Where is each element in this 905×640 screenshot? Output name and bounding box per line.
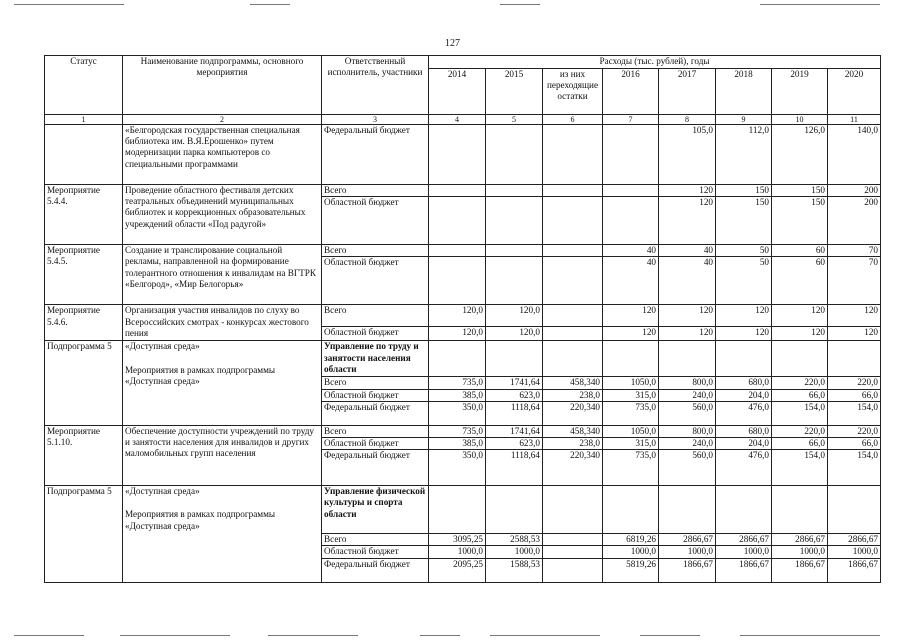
value-cell: 120: [828, 327, 881, 341]
source-cell: Областной бюджет: [322, 257, 429, 305]
value-cell: 40: [659, 257, 716, 305]
value-cell: 2095,25: [429, 558, 486, 582]
source-cell: Всего: [322, 305, 429, 327]
value-cell: 6819,26: [603, 534, 659, 546]
status-cell: Мероприятие 5.4.6.: [45, 305, 123, 341]
value-cell: 120: [659, 185, 716, 197]
value-cell: 1741,64: [486, 377, 543, 389]
value-cell: 800,0: [659, 377, 716, 389]
value-cell: 1000,0: [659, 546, 716, 558]
status-cell: Мероприятие 5.4.5.: [45, 245, 123, 305]
value-cell: 112,0: [716, 125, 772, 185]
source-cell: Федеральный бюджет: [322, 125, 429, 185]
value-cell: 66,0: [772, 389, 828, 401]
value-cell: 70: [828, 257, 881, 305]
value-cell: 680,0: [716, 377, 772, 389]
value-cell: 154,0: [828, 450, 881, 486]
scan-edge-line: [740, 635, 880, 636]
value-cell: 1000,0: [486, 546, 543, 558]
table-row: [45, 245, 881, 257]
col-number: 8: [659, 115, 716, 125]
value-cell: 204,0: [716, 438, 772, 450]
value-cell: 40: [603, 257, 659, 305]
source-cell: Всего: [322, 245, 429, 257]
value-cell: 220,0: [828, 425, 881, 437]
value-cell: 240,0: [659, 389, 716, 401]
source-cell: Всего: [322, 185, 429, 197]
value-cell: 735,0: [603, 401, 659, 425]
value-cell: 3095,25: [429, 534, 486, 546]
value-cell: 1588,53: [486, 558, 543, 582]
scan-edge-line: [268, 635, 358, 636]
value-cell: 220,340: [543, 401, 603, 425]
value-cell: 1000,0: [716, 546, 772, 558]
value-cell: 315,0: [603, 438, 659, 450]
header-year: 2016: [603, 69, 659, 115]
name-cell: [123, 341, 322, 425]
value-cell: 120: [828, 305, 881, 327]
value-cell: 1866,67: [828, 558, 881, 582]
scan-edge-line: [760, 4, 880, 5]
header-status: Статус: [45, 56, 123, 115]
source-cell: Всего: [322, 534, 429, 546]
value-cell: 315,0: [603, 389, 659, 401]
page-number: 127: [445, 38, 460, 49]
status-cell: Мероприятие 5.4.4.: [45, 185, 123, 245]
value-cell: 220,340: [543, 450, 603, 486]
source-cell: Областной бюджет: [322, 389, 429, 401]
source-cell: Всего: [322, 377, 429, 389]
header-carry: из них переходящие остатки: [543, 69, 603, 115]
value-cell: 220,0: [828, 377, 881, 389]
source-cell: Федеральный бюджет: [322, 558, 429, 582]
value-cell: 120: [659, 327, 716, 341]
header-year: 2014: [429, 69, 486, 115]
value-cell: 1866,67: [772, 558, 828, 582]
name-cell: [123, 486, 322, 582]
table-row: [45, 185, 881, 197]
value-cell: 120: [603, 305, 659, 327]
col-number: 3: [322, 115, 429, 125]
name-cell: Организация участия инвалидов по слуху во Всероссийских смотрах - конкурсах жестового пения: [123, 305, 322, 341]
status-cell: Мероприятие 5.1.10.: [45, 425, 123, 485]
col-number: 11: [828, 115, 881, 125]
value-cell: 204,0: [716, 389, 772, 401]
value-cell: 735,0: [603, 450, 659, 486]
col-number: 4: [429, 115, 486, 125]
value-cell: 1000,0: [429, 546, 486, 558]
value-cell: 66,0: [828, 438, 881, 450]
col-number: 5: [486, 115, 543, 125]
value-cell: 60: [772, 257, 828, 305]
source-cell: Областной бюджет: [322, 197, 429, 245]
scan-edge-line: [120, 635, 230, 636]
name-cell: Обеспечение доступности учреждений по труду и занятости населения для инвалидов и других маломобильных групп населения: [123, 425, 322, 485]
value-cell: 150: [716, 185, 772, 197]
value-cell: 120,0: [486, 327, 543, 341]
value-cell: 238,0: [543, 389, 603, 401]
value-cell: 735,0: [429, 425, 486, 437]
value-cell: 120: [603, 327, 659, 341]
value-cell: 735,0: [429, 377, 486, 389]
value-cell: 150: [716, 197, 772, 245]
value-cell: 140,0: [828, 125, 881, 185]
col-number: 6: [543, 115, 603, 125]
value-cell: 50: [716, 245, 772, 257]
value-cell: 623,0: [486, 438, 543, 450]
value-cell: 120: [659, 197, 716, 245]
value-cell: 120,0: [429, 327, 486, 341]
name-cell: «Белгородская государственная специальная библиотека им. В.Я.Ерошенко» путем модернизации парка компьютеров со специальными программами: [123, 125, 322, 185]
source-cell: Федеральный бюджет: [322, 401, 429, 425]
col-number: 7: [603, 115, 659, 125]
status-cell: Подпрограмма 5: [45, 486, 123, 582]
value-cell: 154,0: [772, 450, 828, 486]
table-row: [45, 341, 881, 377]
value-cell: 1050,0: [603, 377, 659, 389]
value-cell: 2866,67: [772, 534, 828, 546]
value-cell: 1118,64: [486, 450, 543, 486]
value-cell: 1000,0: [603, 546, 659, 558]
value-cell: 623,0: [486, 389, 543, 401]
status-cell: [45, 125, 123, 185]
subprogram-title: «Доступная среда»: [125, 341, 200, 352]
scan-edge-line: [14, 4, 124, 5]
value-cell: 458,340: [543, 377, 603, 389]
value-cell: 1741,64: [486, 425, 543, 437]
table-row: [45, 305, 881, 327]
value-cell: 1050,0: [603, 425, 659, 437]
table-row: [45, 125, 881, 185]
value-cell: 50: [716, 257, 772, 305]
value-cell: 350,0: [429, 450, 486, 486]
source-cell: Федеральный бюджет: [322, 450, 429, 486]
value-cell: 385,0: [429, 389, 486, 401]
value-cell: 60: [772, 245, 828, 257]
header-name: Наименование подпрограммы, основного мероприятия: [123, 56, 322, 115]
status-cell: Подпрограмма 5: [45, 341, 123, 425]
value-cell: 200: [828, 185, 881, 197]
executor-cell: Управление по труду и занятости населения области: [322, 341, 429, 377]
scan-edge-line: [14, 635, 84, 636]
value-cell: 800,0: [659, 425, 716, 437]
value-cell: 154,0: [828, 401, 881, 425]
value-cell: 2588,53: [486, 534, 543, 546]
value-cell: 220,0: [772, 425, 828, 437]
value-cell: 2866,67: [659, 534, 716, 546]
header-year: 2020: [828, 69, 881, 115]
value-cell: 40: [659, 245, 716, 257]
value-cell: 458,340: [543, 425, 603, 437]
value-cell: 120,0: [486, 305, 543, 327]
value-cell: 1118,64: [486, 401, 543, 425]
value-cell: 70: [828, 245, 881, 257]
table-row: [45, 425, 881, 437]
scan-edge-line: [250, 4, 290, 5]
value-cell: 560,0: [659, 401, 716, 425]
value-cell: 66,0: [772, 438, 828, 450]
header-year: 2015: [486, 69, 543, 115]
value-cell: 105,0: [659, 125, 716, 185]
header-year: 2018: [716, 69, 772, 115]
col-number: 2: [123, 115, 322, 125]
value-cell: 120: [659, 305, 716, 327]
subprogram-title: «Доступная среда»: [125, 486, 200, 497]
header-year: 2019: [772, 69, 828, 115]
value-cell: 1000,0: [772, 546, 828, 558]
header-year: 2017: [659, 69, 716, 115]
value-cell: 120: [716, 305, 772, 327]
value-cell: 66,0: [828, 389, 881, 401]
value-cell: 120: [716, 327, 772, 341]
header-executor: Ответственный исполнитель, участники: [322, 56, 429, 115]
value-cell: 350,0: [429, 401, 486, 425]
value-cell: 2866,67: [716, 534, 772, 546]
value-cell: 238,0: [543, 438, 603, 450]
col-number: 10: [772, 115, 828, 125]
value-cell: 2866,67: [828, 534, 881, 546]
value-cell: 150: [772, 185, 828, 197]
value-cell: 680,0: [716, 425, 772, 437]
value-cell: 200: [828, 197, 881, 245]
value-cell: 5819,26: [603, 558, 659, 582]
value-cell: 120: [772, 305, 828, 327]
scan-edge-line: [500, 4, 540, 5]
executor-cell: Управление физической культуры и спорта области: [322, 486, 429, 534]
value-cell: 40: [603, 245, 659, 257]
table-row: [45, 486, 881, 534]
value-cell: 150: [772, 197, 828, 245]
source-cell: Всего: [322, 425, 429, 437]
scan-edge-line: [420, 635, 460, 636]
name-cell: Проведение областного фестиваля детских театральных объединений муниципальных библиотек и коррекционных образовательных учреждений области «Под радугой»: [123, 185, 322, 245]
value-cell: 220,0: [772, 377, 828, 389]
budget-table: [44, 55, 881, 583]
col-number: 9: [716, 115, 772, 125]
value-cell: 385,0: [429, 438, 486, 450]
value-cell: 120: [772, 327, 828, 341]
subprogram-desc: Мероприятия в рамках подпрограммы «Доступная среда»: [125, 509, 276, 531]
value-cell: 476,0: [716, 401, 772, 425]
value-cell: 1866,67: [659, 558, 716, 582]
value-cell: 126,0: [772, 125, 828, 185]
value-cell: 476,0: [716, 450, 772, 486]
scan-edge-line: [490, 635, 600, 636]
value-cell: 1866,67: [716, 558, 772, 582]
value-cell: 240,0: [659, 438, 716, 450]
col-number: 1: [45, 115, 123, 125]
value-cell: 154,0: [772, 401, 828, 425]
value-cell: 120,0: [429, 305, 486, 327]
source-cell: Областной бюджет: [322, 327, 429, 341]
value-cell: 1000,0: [828, 546, 881, 558]
header-expenses: Расходы (тыс. рублей), годы: [429, 56, 881, 69]
source-cell: Областной бюджет: [322, 546, 429, 558]
name-cell: Создание и транслирование социальной рекламы, направленной на формирование толерантного отношения к инвалидам на ВГТРК «Белгород», «Мир Белогорья»: [123, 245, 322, 305]
subprogram-desc: Мероприятия в рамках подпрограммы «Доступная среда»: [125, 364, 276, 386]
source-cell: Областной бюджет: [322, 438, 429, 450]
scan-edge-line: [640, 635, 700, 636]
value-cell: 560,0: [659, 450, 716, 486]
